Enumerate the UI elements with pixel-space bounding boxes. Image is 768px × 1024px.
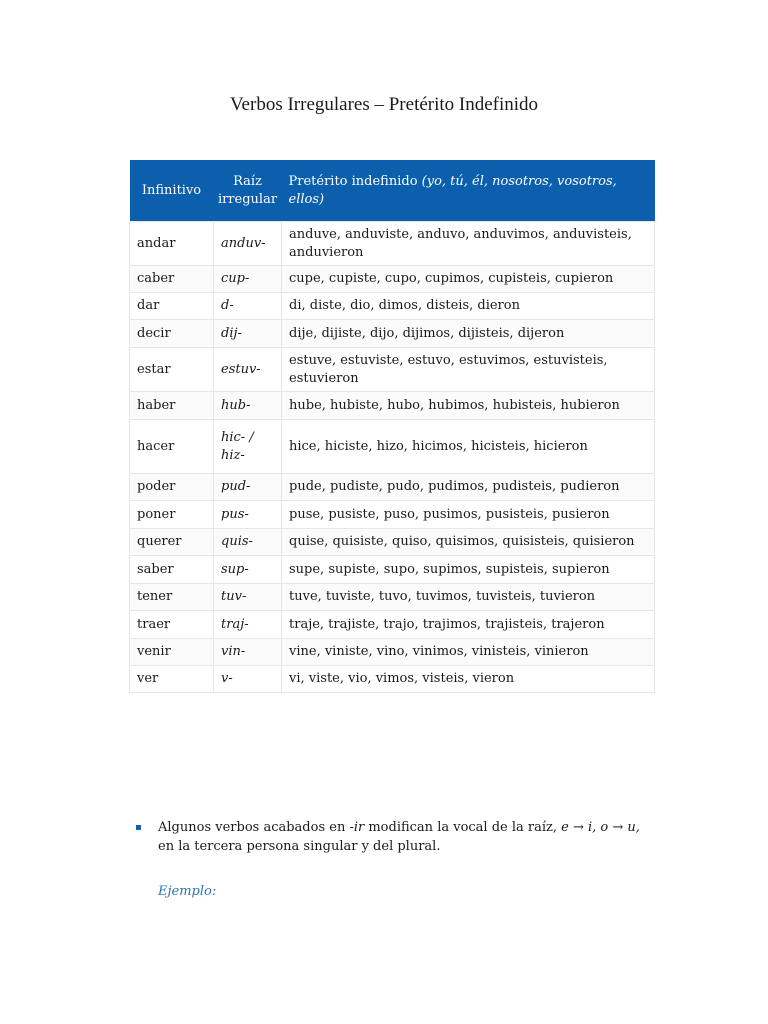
cell-infinitivo: estar	[130, 348, 214, 392]
table-row	[130, 392, 655, 420]
cell-infinitivo: querer	[130, 529, 214, 556]
cell-forms: traje, trajiste, trajo, trajimos, trajisteis, trajeron	[282, 611, 655, 639]
cell-raiz: sup-	[214, 556, 282, 584]
table-row	[130, 611, 655, 639]
cell-infinitivo: ver	[130, 666, 214, 693]
table-row	[130, 266, 655, 293]
cell-forms: vine, viniste, vino, vinimos, vinisteis, vinieron	[282, 639, 655, 666]
cell-infinitivo: haber	[130, 392, 214, 420]
cell-forms: vi, viste, vio, vimos, visteis, vieron	[282, 666, 655, 693]
header-raiz: Raíz irregular	[214, 160, 282, 222]
cell-raiz: traj-	[214, 611, 282, 639]
cell-infinitivo: hacer	[130, 420, 214, 474]
table-header-row	[130, 160, 655, 222]
note-part-2: -ir	[349, 820, 365, 835]
cell-raiz: anduv-	[214, 222, 282, 266]
cell-forms: cupe, cupiste, cupo, cupimos, cupisteis, cupieron	[282, 266, 655, 293]
table-row	[130, 666, 655, 693]
note-part-5: en la tercera persona singular y del plural.	[158, 839, 441, 854]
example-label: Ejemplo:	[158, 884, 217, 899]
bullet-icon: ▪	[135, 822, 142, 833]
cell-forms: dije, dijiste, dijo, dijimos, dijisteis, dijeron	[282, 320, 655, 348]
cell-raiz: estuv-	[214, 348, 282, 392]
table-row	[130, 320, 655, 348]
note-text	[158, 818, 658, 856]
header-preterito-label: Pretérito indefinido	[288, 173, 422, 189]
cell-forms: puse, pusiste, puso, pusimos, pusisteis, pusieron	[282, 501, 655, 529]
cell-infinitivo: saber	[130, 556, 214, 584]
page-title: Verbos Irregulares – Pretérito Indefinido	[229, 94, 539, 115]
note-part-4: e → i, o → u,	[561, 820, 640, 835]
cell-infinitivo: poder	[130, 474, 214, 501]
table-row	[130, 474, 655, 501]
cell-infinitivo: venir	[130, 639, 214, 666]
cell-forms: di, diste, dio, dimos, disteis, dieron	[282, 293, 655, 320]
note-part-1: Algunos verbos acabados en	[158, 820, 350, 835]
cell-forms: hube, hubiste, hubo, hubimos, hubisteis, hubieron	[282, 392, 655, 420]
cell-raiz: hic- / hiz-	[214, 420, 282, 474]
cell-raiz: cup-	[214, 266, 282, 293]
table-row	[130, 420, 655, 474]
cell-raiz: dij-	[214, 320, 282, 348]
table-row	[130, 348, 655, 392]
cell-forms: hice, hiciste, hizo, hicimos, hicisteis, hicieron	[282, 420, 655, 474]
table-row	[130, 501, 655, 529]
table-row	[130, 293, 655, 320]
cell-forms: estuve, estuviste, estuvo, estuvimos, estuvisteis, estuvieron	[282, 348, 655, 392]
table-row	[130, 222, 655, 266]
cell-raiz: vin-	[214, 639, 282, 666]
cell-infinitivo: andar	[130, 222, 214, 266]
cell-infinitivo: traer	[130, 611, 214, 639]
header-infinitivo: Infinitivo	[130, 160, 214, 222]
header-preterito	[282, 160, 655, 222]
table-body	[130, 222, 655, 693]
cell-infinitivo: caber	[130, 266, 214, 293]
cell-forms: anduve, anduviste, anduvo, anduvimos, anduvisteis, anduvieron	[282, 222, 655, 266]
table-row	[130, 584, 655, 611]
cell-forms: tuve, tuviste, tuvo, tuvimos, tuvisteis, tuvieron	[282, 584, 655, 611]
cell-infinitivo: dar	[130, 293, 214, 320]
cell-forms: pude, pudiste, pudo, pudimos, pudisteis, pudieron	[282, 474, 655, 501]
cell-infinitivo: tener	[130, 584, 214, 611]
cell-forms: supe, supiste, supo, supimos, supisteis, supieron	[282, 556, 655, 584]
verbs-table	[129, 160, 655, 693]
cell-raiz: v-	[214, 666, 282, 693]
cell-raiz: pus-	[214, 501, 282, 529]
table-row	[130, 556, 655, 584]
cell-forms: quise, quisiste, quiso, quisimos, quisisteis, quisieron	[282, 529, 655, 556]
table-row	[130, 529, 655, 556]
cell-raiz: pud-	[214, 474, 282, 501]
header-personas: (yo, tú, él, nosotros, vosotros, ellos)	[288, 173, 617, 207]
note-part-3: modifican la vocal de la raíz,	[364, 820, 562, 835]
cell-infinitivo: decir	[130, 320, 214, 348]
table-row	[130, 639, 655, 666]
cell-infinitivo: poner	[130, 501, 214, 529]
cell-raiz: quis-	[214, 529, 282, 556]
cell-raiz: tuv-	[214, 584, 282, 611]
cell-raiz: d-	[214, 293, 282, 320]
cell-raiz: hub-	[214, 392, 282, 420]
